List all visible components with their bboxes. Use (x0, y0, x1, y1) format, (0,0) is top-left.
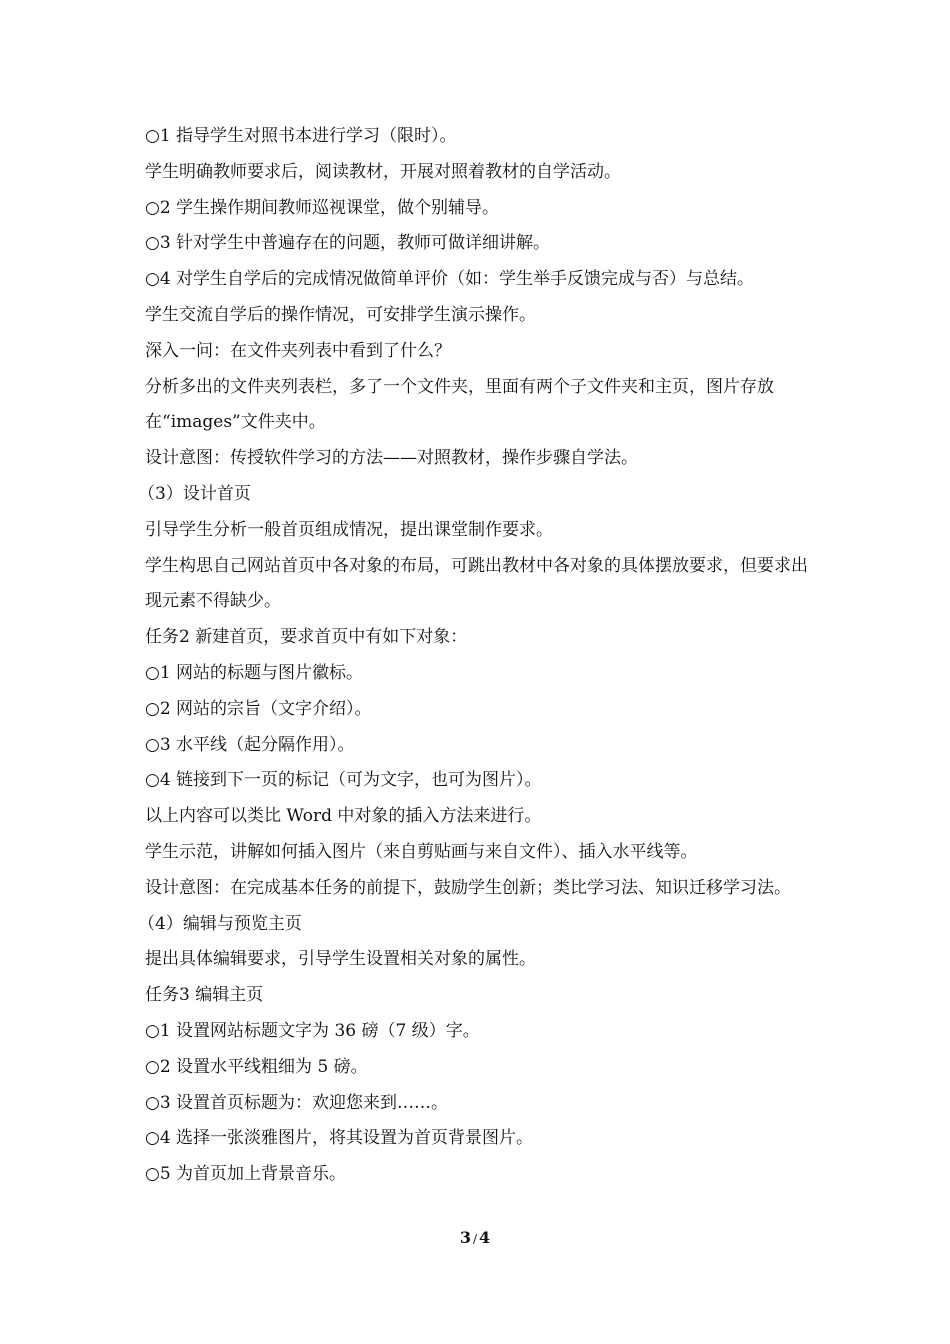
paragraph-task3-item-4: ○4 选择一张淡雅图片，将其设置为首页背景图片。 (145, 1128, 534, 1149)
page-separator: / (472, 1232, 478, 1246)
paragraph-step-4: ○4 对学生自学后的完成情况做简单评价（如：学生举手反馈完成与否）与总结。 (145, 269, 755, 290)
current-page-number: 3 (459, 1228, 471, 1247)
total-page-count: 4 (479, 1228, 491, 1247)
paragraph-task3-item-5: ○5 为首页加上背景音乐。 (145, 1164, 347, 1185)
page-footer (0, 1226, 950, 1251)
paragraph-student-demo: 学生示范，讲解如何插入图片（来自剪贴画与来自文件）、插入水平线等。 (145, 841, 698, 862)
paragraph-task-3: 任务3 编辑主页 (145, 985, 264, 1006)
paragraph-step-1: ○1 指导学生对照书本进行学习（限时）。 (145, 126, 457, 146)
paragraph-task2-item-2: ○2 网站的宗旨（文字介绍）。 (145, 698, 372, 719)
paragraph-task3-item-1: ○1 设置网站标题文字为 36 磅（7 级）字。 (145, 1020, 480, 1041)
paragraph-task2-item-3: ○3 水平线（起分隔作用）。 (145, 734, 355, 755)
paragraph-task2-item-1: ○1 网站的标题与图片徽标。 (145, 662, 364, 683)
section-heading-edit-preview: （4）编辑与预览主页 (138, 913, 302, 934)
paragraph-student-exchange: 学生交流自学后的操作情况，可安排学生演示操作。 (145, 304, 536, 325)
paragraph-student-layout: 学生构思自己网站首页中各对象的布局，可跳出教材中各对象的具体摆放要求，但要求出现元素不得缺少。 (145, 555, 808, 612)
paragraph-design-intent-2: 设计意图：在完成基本任务的前提下，鼓励学生创新；类比学习法、知识迁移学习法。 (145, 877, 791, 898)
paragraph-task-2: 任务2 新建首页，要求首页中有如下对象： (145, 627, 468, 648)
paragraph-word-analogy: 以上内容可以类比 Word 中对象的插入方法来进行。 (145, 806, 542, 827)
paragraph-step-3: ○3 针对学生中普遍存在的问题，教师可做详细讲解。 (145, 233, 551, 254)
paragraph-task3-item-3: ○3 设置首页标题为：欢迎您来到……。 (145, 1092, 449, 1113)
paragraph-folder-analysis: 分析多出的文件夹列表栏，多了一个文件夹，里面有两个子文件夹和主页，图片存放在“images”文件夹中。 (145, 376, 774, 433)
document-body (138, 119, 815, 1193)
paragraph-task2-item-4: ○4 链接到下一页的标记（可为文字，也可为图片）。 (145, 770, 542, 791)
paragraph-deep-question: 深入一问：在文件夹列表中看到了什么？ (145, 340, 451, 361)
section-heading-design-homepage: （3）设计首页 (138, 483, 251, 504)
paragraph-step-2: ○2 学生操作期间教师巡视课堂，做个别辅导。 (145, 197, 500, 218)
paragraph-guide-analysis: 引导学生分析一般首页组成情况，提出课堂制作要求。 (145, 519, 553, 540)
paragraph-task3-item-2: ○2 设置水平线粗细为 5 磅。 (145, 1056, 368, 1077)
paragraph-design-intent-1: 设计意图：传授软件学习的方法——对照教材，操作步骤自学法。 (145, 448, 638, 469)
paragraph-student-reading: 学生明确教师要求后，阅读教材，开展对照着教材的自学活动。 (145, 161, 621, 182)
paragraph-edit-requirements: 提出具体编辑要求，引导学生设置相关对象的属性。 (145, 949, 536, 970)
